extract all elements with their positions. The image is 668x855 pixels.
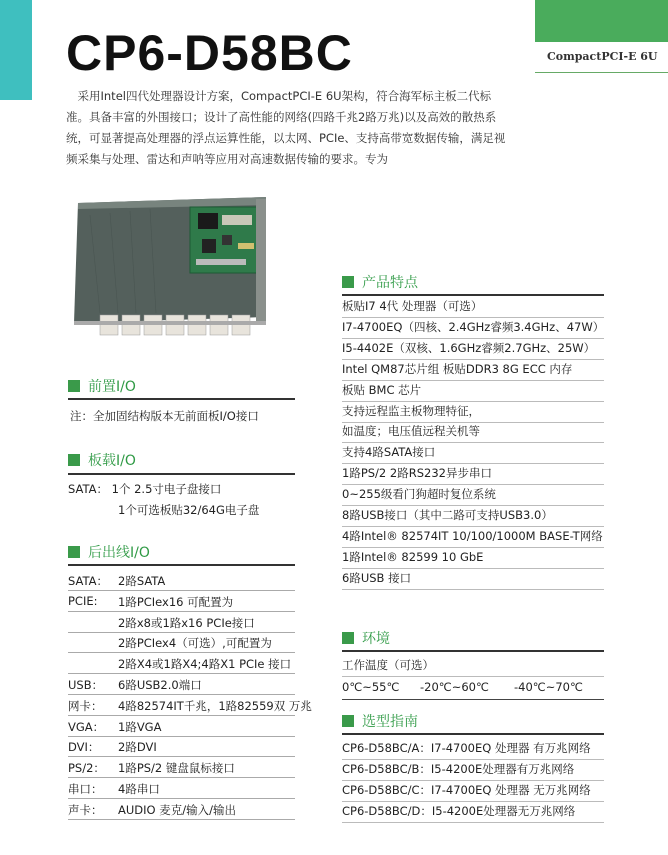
front-io-heading: [68, 376, 136, 396]
selection-item: CP6-D58BC/C：I7-4700EQ 处理器 无万兆网络: [342, 780, 604, 802]
rear-io-row-rule: [68, 673, 295, 674]
rear-io-row-label: 串口：: [68, 782, 103, 796]
product-photo: [70, 195, 270, 342]
feature-item: 如温度；电压值远程关机等: [342, 421, 604, 443]
selection-item: CP6-D58BC/D：I5-4200E处理器无万兆网络: [342, 801, 604, 823]
environment-heading-text: 环境: [362, 631, 390, 647]
green-corner-tab: [535, 0, 668, 42]
feature-item: 板贴 BMC 芯片: [342, 380, 604, 402]
rear-io-row-value: 2路DVI: [118, 740, 157, 755]
section-marker-icon: [342, 632, 354, 644]
selection-heading-text: 选型指南: [362, 714, 418, 730]
environment-bottom-rule: [342, 699, 604, 700]
temp-range-commercial: 0℃~55℃: [342, 680, 400, 694]
rear-io-row-value: 1路PCIex16 可配置为: [118, 594, 234, 609]
feature-item: Intel QM87芯片组 板贴DDR3 8G ECC 内存: [342, 359, 604, 381]
environment-heading: [342, 628, 390, 648]
feature-item: 1路Intel® 82599 10 GbE: [342, 547, 604, 569]
rear-io-row-rule: [68, 756, 295, 757]
selection-heading: [342, 711, 418, 731]
selection-rule: [342, 733, 604, 735]
feature-item: 0~255级看门狗超时复位系统: [342, 484, 604, 506]
rear-io-row-label: 声卡：: [68, 802, 103, 817]
onboard-io-heading-text: 板载I/O: [88, 453, 136, 469]
section-marker-icon: [68, 380, 80, 392]
category-rule: [535, 72, 668, 73]
rear-io-row-value: 6路USB2.0端口: [118, 678, 202, 692]
feature-item: 8路USB接口（其中二路可支持USB3.0）: [342, 505, 604, 527]
rear-io-row-label: PCIE:: [68, 593, 98, 608]
rear-io-rule: [68, 564, 295, 566]
section-marker-icon: [68, 454, 80, 466]
temp-range-industrial: -20℃~60℃: [420, 680, 489, 694]
rear-io-row-rule: [68, 715, 295, 716]
rear-io-row-value: 2路SATA: [118, 574, 166, 588]
rear-io-row-label: DVI：: [68, 740, 100, 755]
features-heading: [342, 272, 418, 292]
product-title: CP6-D58BC: [66, 25, 353, 81]
feature-item: 4路Intel® 82574IT 10/100/1000M BASE-T网络: [342, 526, 604, 548]
rear-io-row-value: 2路x8或1路x16 PCIe接口: [118, 615, 255, 630]
rear-io-row-label: SATA：: [68, 574, 108, 588]
rear-io-row-value: 4路串口: [118, 782, 160, 796]
onboard-io-rule: [68, 473, 295, 475]
teal-accent-bar: [0, 0, 32, 100]
features-heading-text: 产品特点: [362, 275, 418, 291]
rear-io-row-rule: [68, 777, 295, 778]
feature-item: 支持4路SATA接口: [342, 442, 604, 464]
selection-item: CP6-D58BC/B：I5-4200E处理器有万兆网络: [342, 759, 604, 781]
onboard-io-line: SATA： 1个 2.5寸电子盘接口: [68, 482, 222, 496]
feature-item: I5-4402E（双核、1.6GHz睿频2.7GHz、25W）: [342, 338, 604, 360]
rear-io-row-label: 网卡：: [68, 698, 103, 713]
feature-item: I7-4700EQ（四核、2.4GHz睿频3.4GHz、47W）: [342, 317, 604, 339]
feature-item: 6路USB 接口: [342, 568, 604, 590]
onboard-io-heading: [68, 450, 136, 470]
rear-io-row-rule: [68, 798, 295, 799]
rear-io-heading-text: 后出线I/O: [88, 545, 150, 561]
category-label: CompactPCI-E 6U: [547, 50, 658, 63]
rear-io-row-rule: [68, 819, 295, 820]
rear-io-row-label: VGA：: [68, 719, 105, 734]
rear-io-row-rule: [68, 590, 295, 591]
environment-rule: [342, 650, 604, 652]
rear-io-row-value: 2路PCIex4（可选）,可配置为: [118, 636, 272, 651]
rear-io-row-rule: [68, 611, 295, 612]
feature-item: 支持远程监主板物理特征，: [342, 401, 604, 423]
temp-range-military: -40℃~70℃: [514, 680, 583, 694]
rear-io-row-rule: [68, 736, 295, 737]
front-io-rule: [68, 398, 295, 400]
rear-io-row-rule: [68, 694, 295, 695]
section-marker-icon: [68, 546, 80, 558]
section-marker-icon: [342, 276, 354, 288]
selection-item: CP6-D58BC/A：I7-4700EQ 处理器 有万兆网络: [342, 738, 604, 760]
rear-io-row-value: 2路X4或1路X4;4路X1 PCIe 接口: [118, 657, 292, 672]
environment-label: 工作温度（可选）: [342, 655, 604, 677]
feature-item: 板贴I7 4代 处理器（可选）: [342, 296, 604, 318]
rear-io-row-rule: [68, 652, 295, 653]
onboard-io-line: 1个可选板贴32/64G电子盘: [118, 503, 260, 517]
rear-io-row-label: USB：: [68, 678, 104, 692]
rear-io-row-value: 1路PS/2 键盘鼠标接口: [118, 761, 235, 776]
section-marker-icon: [342, 715, 354, 727]
rear-io-heading: [68, 542, 150, 562]
rear-io-row-value: 4路82574IT千兆，1路82559双 万兆: [118, 698, 312, 713]
rear-io-row-rule: [68, 632, 295, 633]
feature-item: 1路PS/2 2路RS232异步串口: [342, 463, 604, 485]
rear-io-row-value: 1路VGA: [118, 719, 162, 734]
front-io-heading-text: 前置I/O: [88, 379, 136, 395]
rear-io-row-label: PS/2：: [68, 761, 105, 776]
front-io-note: 注：全加固结构版本无前面板I/O接口: [70, 409, 259, 423]
environment-values-row: [342, 677, 604, 698]
rear-io-row-value: AUDIO 麦克/输入/输出: [118, 802, 236, 817]
intro-paragraph: 采用Intel四代处理器设计方案，CompactPCI-E 6U架构，符合海军标主板二代标准。具备丰富的外围接口；设计了高性能的网络(四路千兆2路万兆)以及高效的散热系统，可显著提高处理器的浮点运算性能，以太网、PCIe、支持高带宽数据传输，满足视频采集与处理、雷达和声呐等应用对高速数据传输的要求。专为: [66, 89, 506, 166]
